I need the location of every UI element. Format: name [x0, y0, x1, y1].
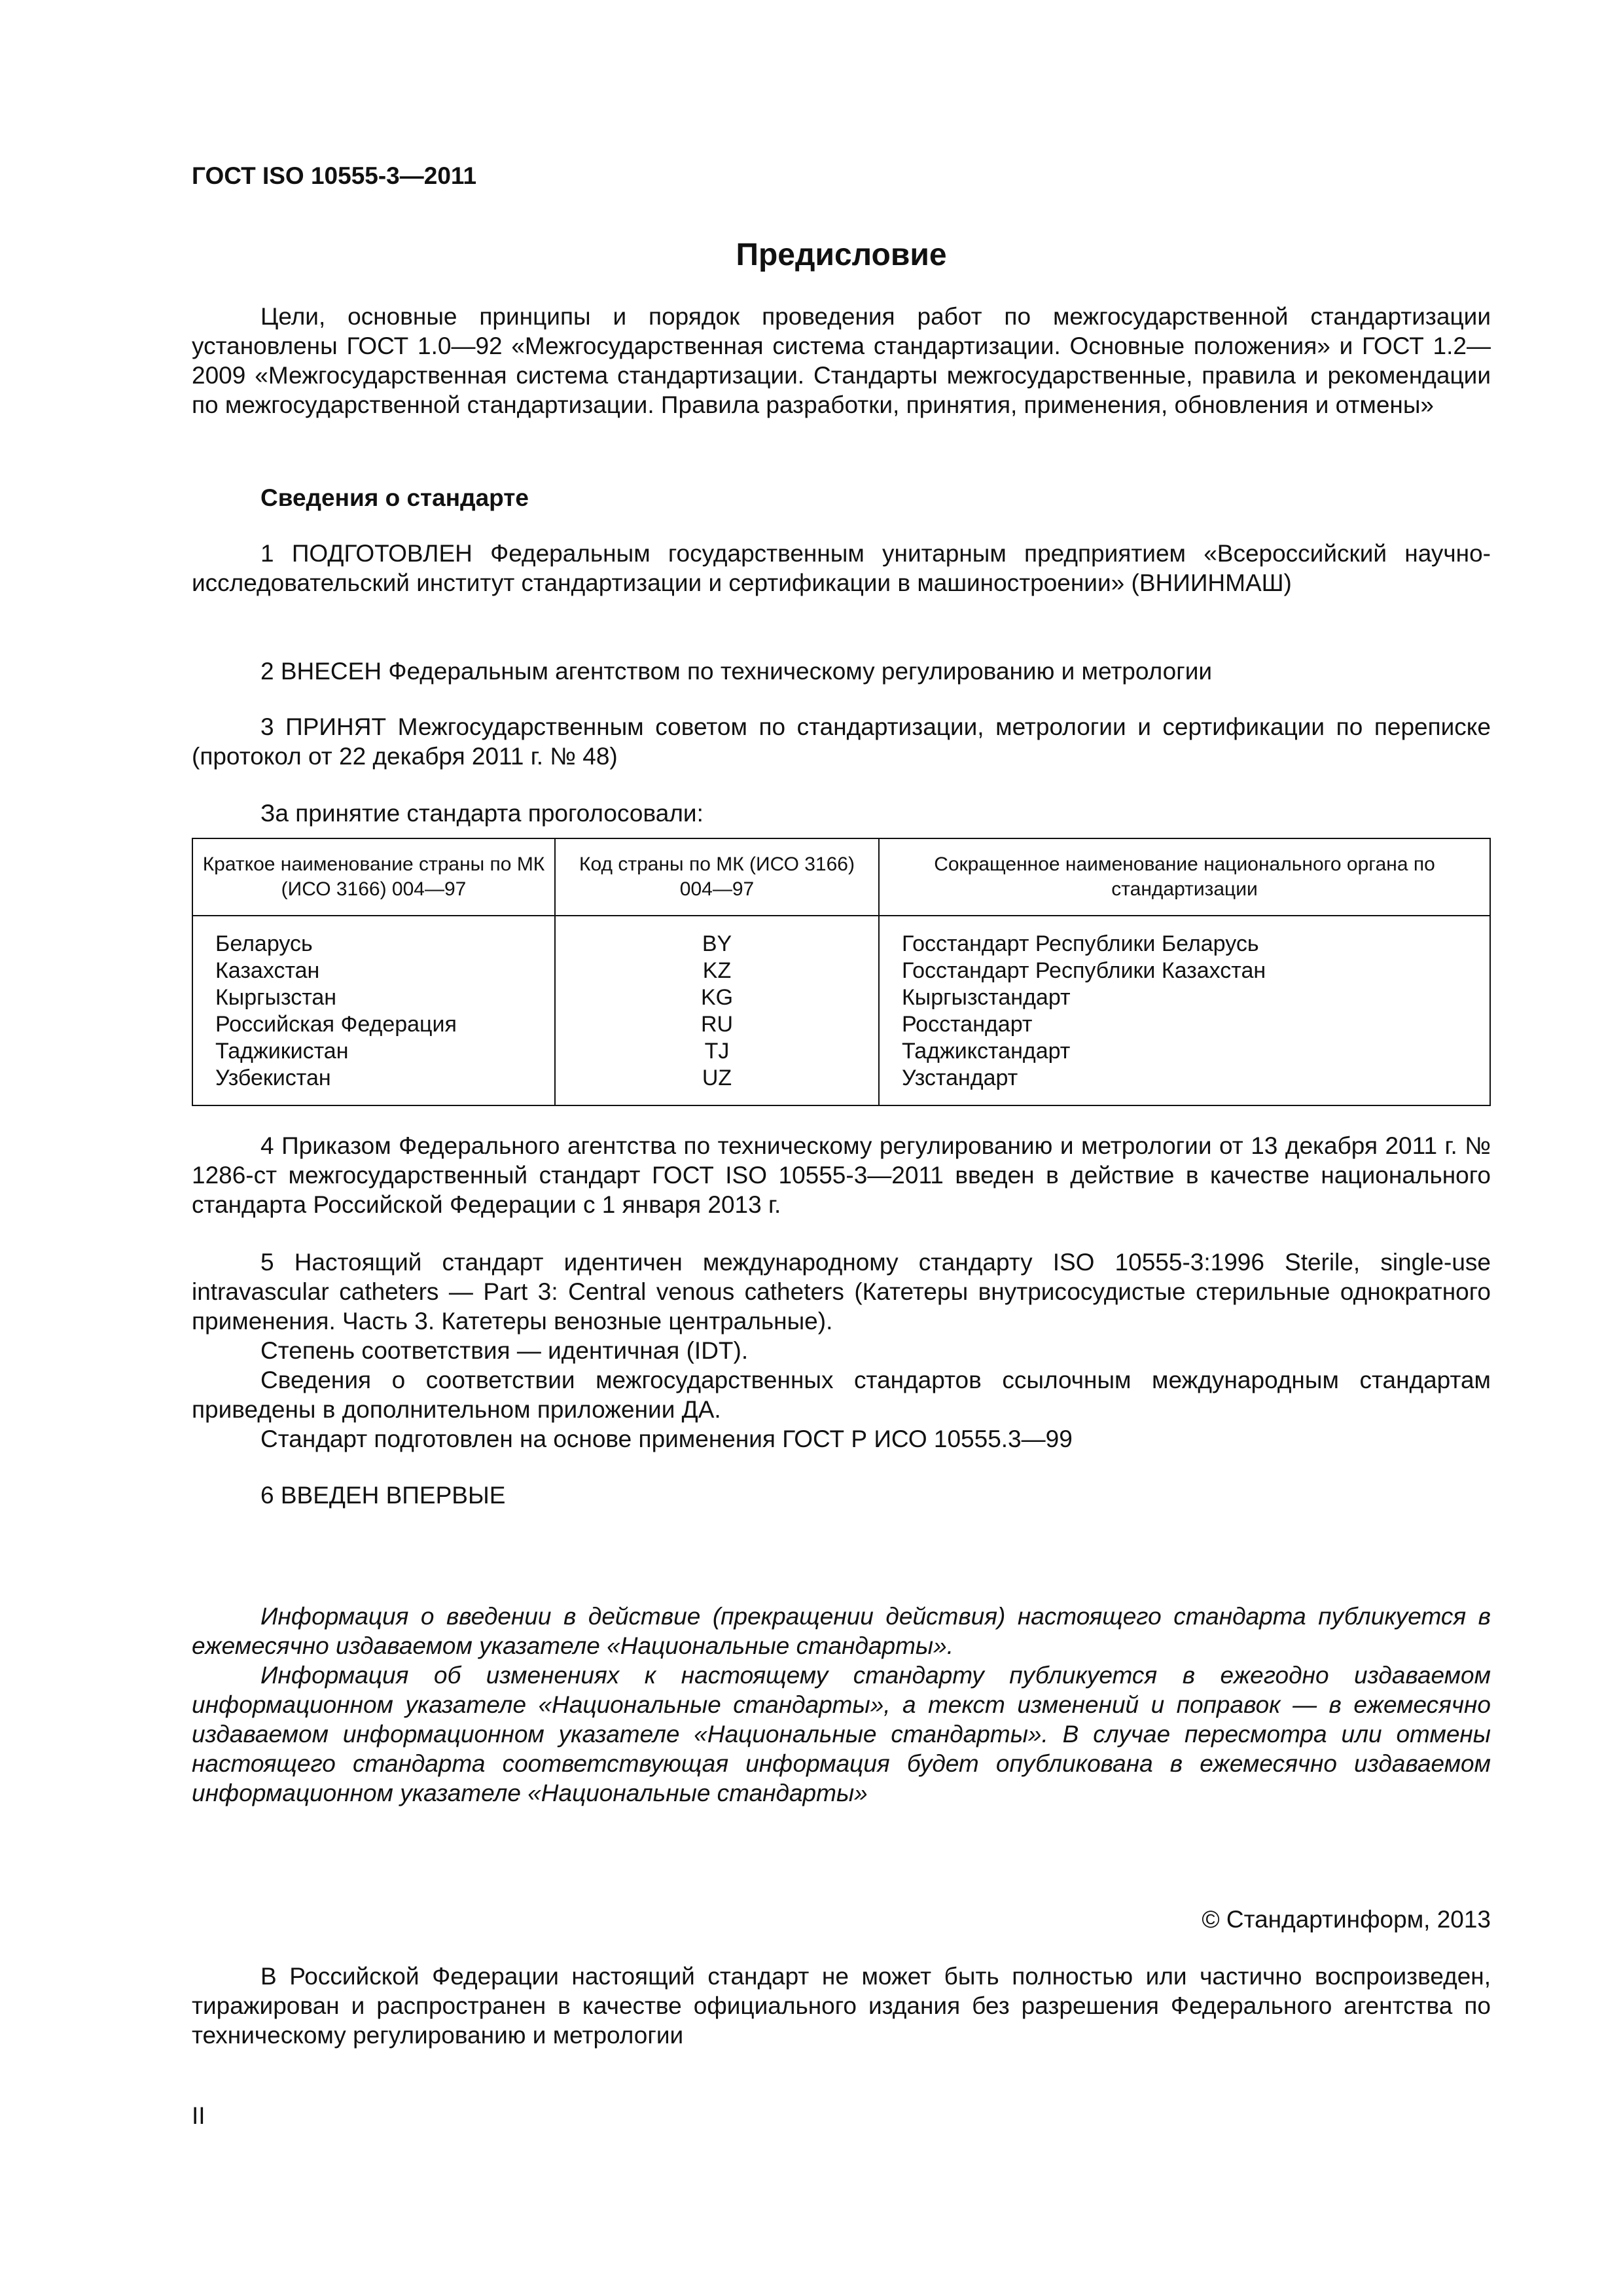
- document-code: ГОСТ ISO 10555-3—2011: [192, 162, 477, 189]
- standards-body: Кыргызстандарт: [902, 985, 1071, 1010]
- country-code: KZ: [702, 958, 732, 983]
- item-1: 1 ПОДГОТОВЛЕН Федеральным государственным унитарным предприятием «Всероссийский научно-исследовательский институт стандартизации и сертификации в машиностроении» (ВНИИНМАШ): [192, 540, 1491, 596]
- header-code: Код страны по МК (ИСО 3166) 004—97: [555, 838, 879, 916]
- intro-paragraph: Цели, основные принципы и порядок проведения работ по межгосударственной стандартизации установлены ГОСТ 1.0—92 «Межгосударственная система стандартизации. Основные положения» и ГОСТ 1.2—2009 «Межгосударственная система стандартизации. Стандарты межгосударственные, правила и рекомендации по межгосударственной стандартизации. Правила разработки, принятия, применения, обновления и отмены»: [192, 303, 1491, 418]
- copyright: © Стандартинформ, 2013: [1202, 1906, 1491, 1933]
- standards-body: Росстандарт: [902, 1012, 1033, 1037]
- header-country: Краткое наименование страны по МК (ИСО 3166) 004—97: [192, 838, 555, 916]
- country-name: Таджикистан: [215, 1039, 349, 1064]
- item-4: 4 Приказом Федерального агентства по техническому регулированию и метрологии от 13 декабря 2011 г. № 1286-ст межгосударственный стандарт ГОСТ ISO 10555-3—2011 введен в действие в качестве национального стандарта Российской Федерации с 1 января 2013 г.: [192, 1132, 1491, 1218]
- page-number: II: [192, 2102, 205, 2129]
- vote-table-header: [192, 838, 1490, 916]
- standards-body: Госстандарт Республики Казахстан: [902, 958, 1266, 983]
- item-5: 5 Настоящий стандарт идентичен международному стандарту ISO 10555-3:1996 Sterile, single-use intravascular catheters — Part 3: Central venous catheters (Катетеры внутрисосудистые стерильные однократного применения. Часть 3. Катетеры венозные центральные).: [192, 1249, 1491, 1335]
- header-body: Сокращенное наименование национального органа по стандартизации: [879, 838, 1490, 916]
- vote-table-body: [192, 916, 1490, 1105]
- country-name: Узбекистан: [215, 1066, 331, 1090]
- country-code: RU: [700, 1012, 734, 1037]
- vote-intro: За принятие стандарта проголосовали:: [260, 800, 704, 827]
- notice-publication: Информация о введении в действие (прекращении действия) настоящего стандарта публикуется в ежемесячно издаваемом указателе «Национальные стандарты».: [192, 1603, 1491, 1659]
- item-5-degree: Степень соответствия — идентичная (IDT).: [260, 1337, 749, 1364]
- country-code: UZ: [702, 1066, 732, 1090]
- item-6: 6 ВВЕДЕН ВПЕРВЫЕ: [260, 1482, 506, 1509]
- country-code: KG: [700, 985, 734, 1010]
- item-5-info: Сведения о соответствии межгосударственных стандартов ссылочным международным стандартам приведены в дополнительном приложении ДА.: [192, 1367, 1491, 1423]
- rights-notice: В Российской Федерации настоящий стандарт не может быть полностью или частично воспроизведен, тиражирован и распространен в качестве официального издания без разрешения Федерального агентства по техническому регулированию и метрологии: [192, 1963, 1491, 2049]
- country-name: Беларусь: [215, 931, 313, 956]
- vote-table: [192, 838, 1491, 1106]
- info-heading: Сведения о стандарте: [260, 484, 529, 511]
- item-3: 3 ПРИНЯТ Межгосударственным советом по стандартизации, метрологии и сертификации по переписке (протокол от 22 декабря 2011 г. № 48): [192, 713, 1491, 770]
- standards-body: Узстандарт: [902, 1066, 1018, 1090]
- country-column: [192, 916, 555, 1105]
- country-name: Российская Федерация: [215, 1012, 457, 1037]
- country-code: BY: [702, 931, 732, 956]
- item-5-basis: Стандарт подготовлен на основе применения ГОСТ Р ИСО 10555.3—99: [260, 1426, 1073, 1452]
- country-name: Кыргызстан: [215, 985, 337, 1010]
- code-column: [555, 916, 879, 1105]
- country-name: Казахстан: [215, 958, 320, 983]
- page-title: Предисловие: [736, 238, 947, 272]
- notice-changes: Информация об изменениях к настоящему стандарту публикуется в ежегодно издаваемом информационном указателе «Национальные стандарты», а текст изменений и поправок — в ежемесячно издаваемом информационном указателе «Национальные стандарты». В случае пересмотра или отмены настоящего стандарта соответствующая информация будет опубликована в ежемесячно издаваемом информационном указателе «Национальные стандарты»: [192, 1662, 1491, 1806]
- standards-body: Таджикстандарт: [902, 1039, 1071, 1064]
- standards-body: Госстандарт Республики Беларусь: [902, 931, 1259, 956]
- item-2: 2 ВНЕСЕН Федеральным агентством по техническому регулированию и метрологии: [260, 658, 1213, 685]
- country-code: TJ: [704, 1039, 730, 1064]
- body-column: [879, 916, 1490, 1105]
